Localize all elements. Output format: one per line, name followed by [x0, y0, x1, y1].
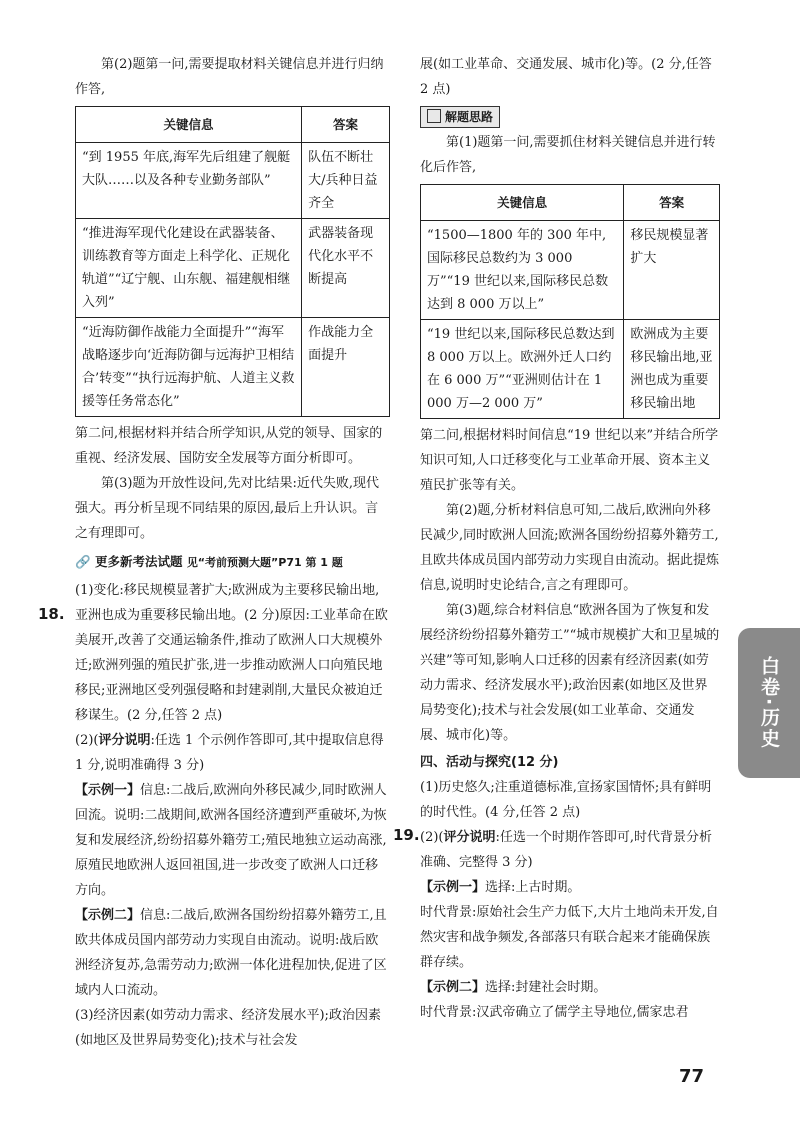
q19-example-2-background: 时代背景:汉武帝确立了儒学主导地位,儒家忠君 [420, 1005, 689, 1020]
more-ref: 见“考前预测大题”P71 第 1 题 [186, 556, 343, 569]
example-label: 【示例二】 [75, 908, 141, 923]
key-info-table-1 [75, 106, 390, 417]
table-cell: “近海防御作战能力全面提升”“海军战略逐步向‘近海防御与远海护卫相结合’转变”“执行远海护航、人道主义救援等任务常态化” [76, 318, 302, 417]
table-row [421, 221, 720, 320]
table-header-info: 关键信息 [421, 185, 624, 221]
q2-analysis: 第(2)题,分析材料信息可知,二战后,欧洲向外移民减少,同时欧洲人回流;欧洲各国纷纷招募外籍劳工,且欧共体成员国内部劳动力实现自由流动。据此提炼信息,说明时史论结合,言之有理即可。 [420, 503, 720, 593]
q19-p2-post: :任选一个时期作答即可,时代背景分析准确、完整得 3 分) [420, 830, 713, 870]
q18-example-1 [75, 778, 390, 903]
badge-label: 解题思路 [445, 110, 494, 124]
q19-example-2 [420, 975, 720, 1000]
table-row [76, 143, 390, 219]
q18-part2 [75, 728, 390, 778]
q19-p2-pre: (2)( [420, 830, 444, 845]
q3-analysis: 第(3)题为开放性设问,先对比结果:近代失败,现代强大。再分析呈现不同结果的原因,最后上升认识。言之有理即可。 [75, 476, 380, 541]
example-text: 信息:二战后,欧洲向外移民减少,同时欧洲人回流。说明:二战期间,欧洲各国经济遭到严重破坏,为恢复和发展经济,纷纷招募外籍劳工;殖民地独立运动高涨,原殖民地欧洲人返回祖国,进一步改变了欧洲人口迁移方向。 [75, 783, 387, 898]
example-label: 【示例一】 [75, 783, 141, 798]
table-cell: 武器装备现代化水平不断提高 [302, 219, 390, 318]
example-label: 【示例一】 [420, 880, 486, 895]
example-text: 信息:二战后,欧洲各国纷纷招募外籍劳工,且欧共体成员国内部劳动力实现自由流动。说明:战后欧洲经济复苏,急需劳动力;欧洲一体化进程加快,促进了区域内人口流动。 [75, 908, 387, 998]
question-19-number: 19. [393, 826, 420, 844]
q19-part1: (1)历史悠久;注重道德标准,宣扬家国情怀;具有鲜明的时代性。(4 分,任答 2 点) [420, 780, 712, 820]
table-cell: 队伍不断壮大/兵种日益齐全 [302, 143, 390, 219]
question-18-number: 18. [38, 605, 65, 623]
example-text: 选择:上古时期。 [485, 880, 581, 895]
table-cell: “到 1955 年底,海军先后组建了舰艇大队……以及各种专业勤务部队” [76, 143, 302, 219]
table-row [76, 219, 390, 318]
scoring-label: 评分说明 [98, 733, 151, 748]
example-text: 选择:封建社会时期。 [485, 980, 607, 995]
q2-second-part: 第二问,根据材料并结合所学知识,从党的领导、国家的重视、经济发展、国防安全发展等方面分析即可。 [75, 426, 383, 466]
q18-continuation: 展(如工业革命、交通发展、城市化)等。(2 分,任答 2 点) [420, 57, 712, 97]
more-label: 更多新考法试题 [94, 554, 183, 569]
solution-badge [420, 106, 500, 128]
table-cell: 作战能力全面提升 [302, 318, 390, 417]
table-header-answer: 答案 [302, 107, 390, 143]
q19-example-1 [420, 875, 720, 900]
example-label: 【示例二】 [420, 980, 486, 995]
q18-part1: (1)变化:移民规模显著扩大;欧洲成为主要移民输出地,亚洲也成为重要移民输出地。(2 分)原因:工业革命在欧美展开,改善了交通运输条件,推动了欧洲人口大规模外迁;欧洲列强的殖民扩张,进一步推动欧洲人口向殖民地移民;亚洲地区受列强侵略和封建剥削,大量民众被迫迁移谋生。(2 分,任答 2 点) [75, 583, 388, 723]
table-header-answer: 答案 [624, 185, 720, 221]
table-row [76, 318, 390, 417]
table-row [421, 320, 720, 419]
more-questions-link[interactable] [75, 549, 390, 575]
q18-example-2 [75, 903, 390, 1003]
solution-icon [427, 109, 441, 123]
section-heading: 四、活动与探究(12 分) [420, 755, 559, 770]
right-column [420, 52, 720, 1025]
key-info-table-2 [420, 184, 720, 419]
q19-part2 [420, 825, 720, 875]
table-cell: 欧洲成为主要移民输出地,亚洲也成为重要移民输出地 [624, 320, 720, 419]
table-header-info: 关键信息 [76, 107, 302, 143]
q1-intro: 第(1)题第一问,需要抓住材料关键信息并进行转化后作答, [420, 135, 716, 175]
q1-second-part: 第二问,根据材料时间信息“19 世纪以来”并结合所学知识可知,人口迁移变化与工业革命开展、资本主义殖民扩张等有关。 [420, 428, 719, 493]
q18-p2-pre: (2)( [75, 733, 99, 748]
table-cell: “推进海军现代化建设在武器装备、训练教育等方面走上科学化、正规化轨道”“辽宁舰、山东舰、福建舰相继入列” [76, 219, 302, 318]
table-cell: 移民规模显著扩大 [624, 221, 720, 320]
q3-analysis: 第(3)题,综合材料信息“欧洲各国为了恢复和发展经济纷纷招募外籍劳工”“城市规模扩大和卫星城的兴建”等可知,影响人口迁移的因素有经济因素(如劳动力需求、经济发展水平);政治因素(如地区及世界局势变化);技术与社会发展(如工业革命、交通发展、城市化)等。 [420, 603, 720, 743]
table-cell: “1500—1800 年的 300 年中,国际移民总数约为 3 000 万”“19 世纪以来,国际移民总数达到 8 000 万以上” [421, 221, 624, 320]
table-cell: “19 世纪以来,国际移民总数达到 8 000 万以上。欧洲外迁人口约在 6 000 万”“亚洲则估计在 1 000 万—2 000 万” [421, 320, 624, 419]
subject-side-tab: 白卷·历史 [738, 628, 800, 778]
q19-example-1-background: 时代背景:原始社会生产力低下,大片土地尚未开发,自然灾害和战争频发,各部落只有联合起来才能确保族群存续。 [420, 905, 719, 970]
q18-part3: (3)经济因素(如劳动力需求、经济发展水平);政治因素(如地区及世界局势变化);技术与社会发 [75, 1008, 381, 1048]
page-number: 77 [678, 1066, 704, 1087]
scoring-label: 评分说明 [443, 830, 496, 845]
link-icon: 🔗 [75, 554, 91, 569]
q2-intro: 第(2)题第一问,需要提取材料关键信息并进行归纳作答, [75, 57, 384, 97]
q18-p2-post: :任选 1 个示例作答即可,其中提取信息得 1 分,说明准确得 3 分) [75, 733, 384, 773]
left-column [75, 52, 390, 1053]
